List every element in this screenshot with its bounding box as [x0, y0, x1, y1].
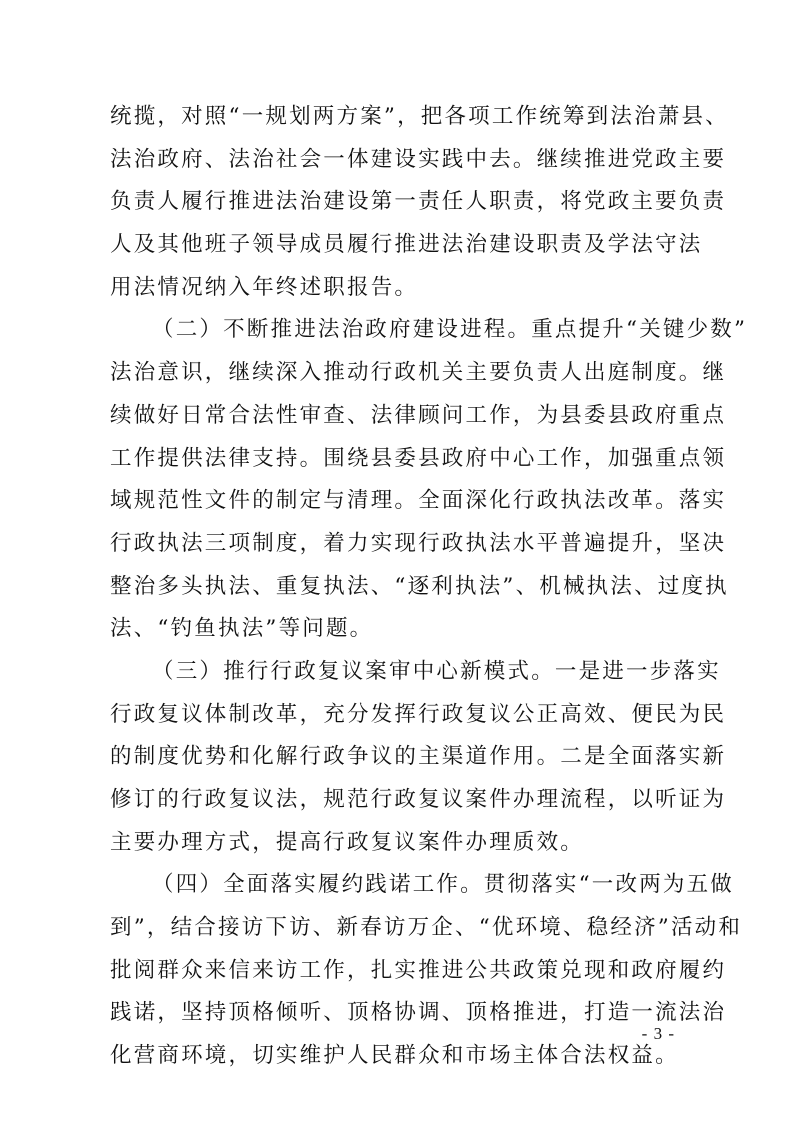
text-line: 法治政府、法治社会一体建设实践中去。继续推进党政主要: [110, 146, 727, 172]
text-line: 批阅群众来信来访工作，扎实推进公共政策兑现和政府履约: [110, 957, 727, 983]
text-line: 人及其他班子领导成员履行推进法治建设职责及学法守法: [110, 232, 703, 258]
text-line: 工作提供法律支持。围绕县委县政府中心工作，加强重点领: [110, 445, 727, 471]
text-line: 续做好日常合法性审查、法律顾问工作，为县委县政府重点: [110, 402, 727, 428]
paragraph-2: [110, 309, 748, 651]
paragraph-1: [110, 96, 729, 309]
text-line: 到”，结合接访下访、新春访万企、“优环境、稳经济”活动和: [110, 915, 743, 941]
text-line: 整治多头执法、重复执法、“逐利执法”、机械执法、过度执: [110, 573, 729, 599]
text-line: 法、“钓鱼执法”等问题。: [110, 616, 374, 642]
text-line: 主要办理方式，提高行政复议案件办理质效。: [110, 829, 585, 855]
text-line-indented: （四）全面落实履约践诺工作。贯彻落实“一改两为五做: [152, 872, 734, 898]
page-number: - 3 -: [641, 1024, 675, 1043]
text-line-indented: （三）推行行政复议案审中心新模式。一是进一步落实: [152, 658, 721, 684]
text-line: 统揽，对照“一规划两方案”，把各项工作统筹到法治萧县、: [110, 104, 729, 129]
text-line: 践诺，坚持顶格倾听、顶格协调、顶格推进，打造一流法治: [110, 1000, 727, 1026]
text-line: 修订的行政复议法，规范行政复议案件办理流程，以听证为: [110, 787, 727, 812]
text-line: 行政执法三项制度，着力实现行政执法水平普遍提升，坚决: [110, 530, 727, 556]
text-line: 化营商环境，切实维护人民群众和市场主体合法权益。: [110, 1043, 679, 1069]
text-line-indented: （二）不断推进法治政府建设进程。重点提升“关键少数”: [152, 317, 748, 343]
text-line: 用法情况纳入年终述职报告。: [110, 274, 419, 300]
text-line: 法治意识，继续深入推动行政机关主要负责人出庭制度。继: [110, 360, 727, 386]
text-line: 域规范性文件的制定与清理。全面深化行政执法改革。落实: [110, 488, 727, 514]
text-line: 的制度优势和化解行政争议的主渠道作用。二是全面落实新: [110, 744, 727, 770]
text-line: 行政复议体制改革，充分发挥行政复议公正高效、便民为民: [110, 701, 727, 727]
paragraph-3: [110, 651, 727, 864]
body-text: [110, 96, 748, 1078]
text-line: 负责人履行推进法治建设第一责任人职责，将党政主要负责: [110, 189, 727, 215]
paragraph-4: [110, 864, 743, 1077]
